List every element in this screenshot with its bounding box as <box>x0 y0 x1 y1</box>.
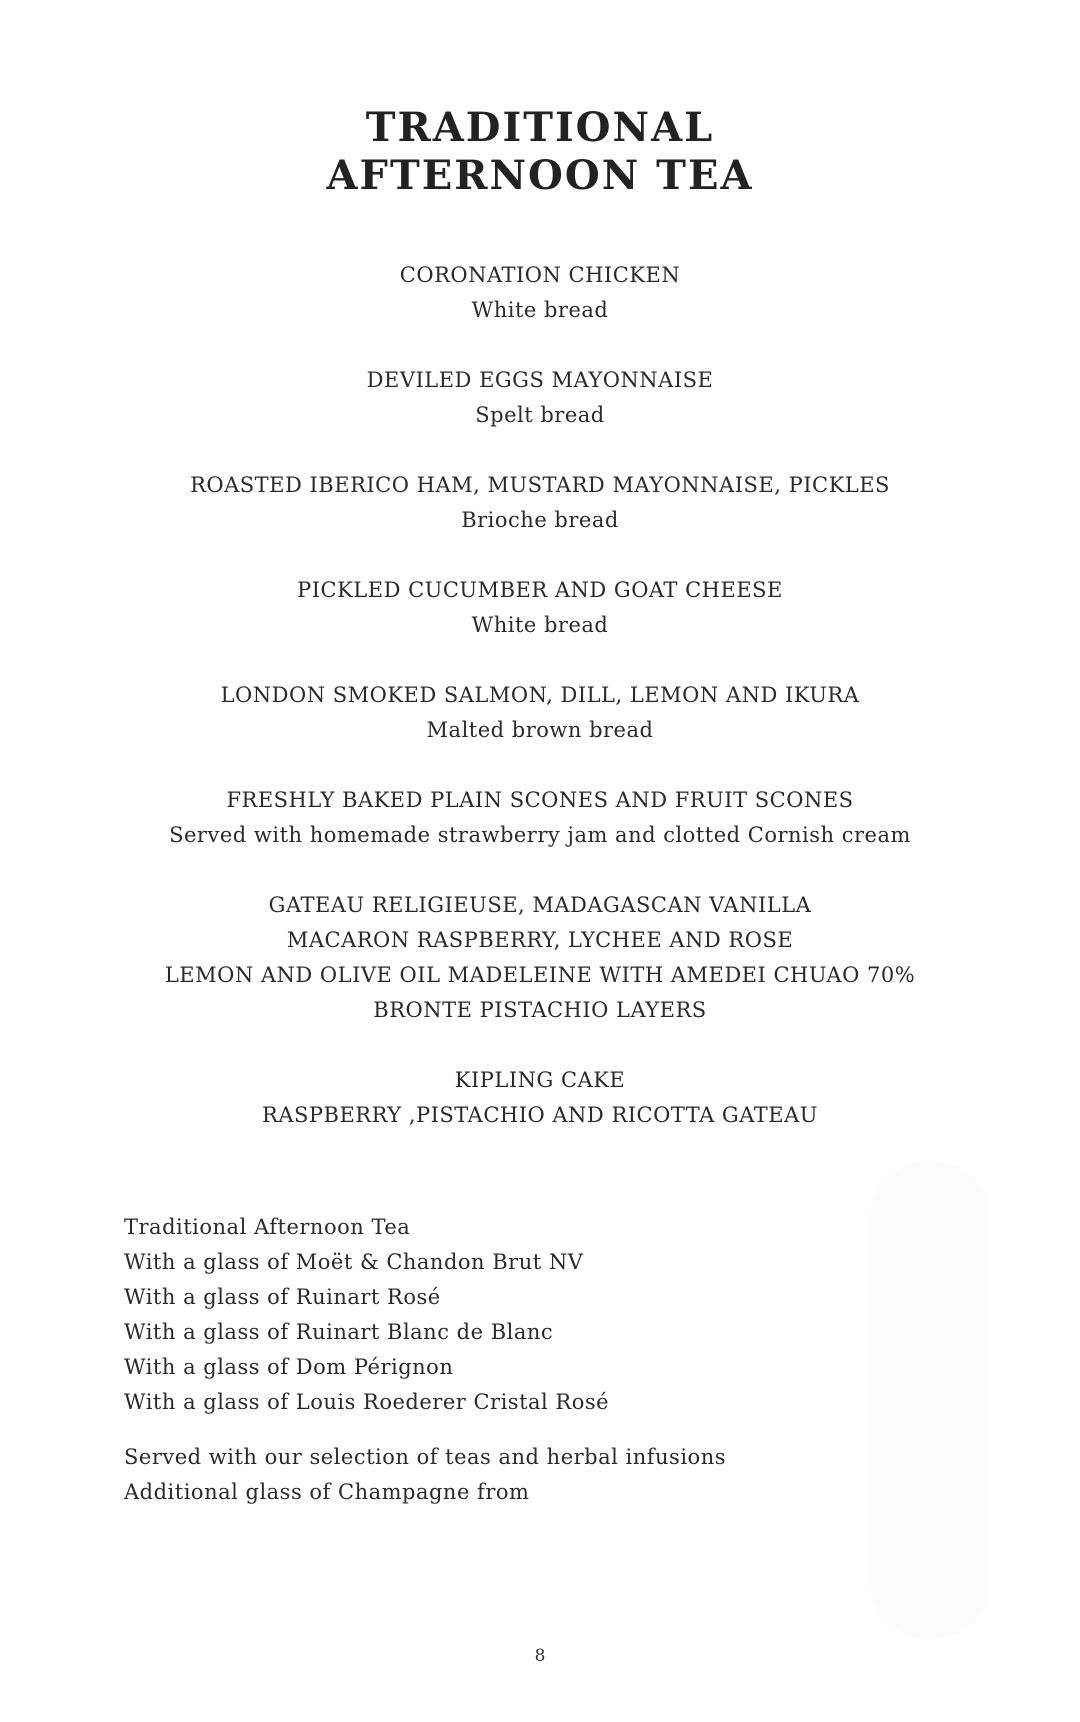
offer-line: With a glass of Ruinart Rosé <box>124 1285 441 1309</box>
title-line-1: TRADITIONAL <box>365 104 715 151</box>
course-deviled-eggs <box>0 363 1080 433</box>
course-item: KIPLING CAKE <box>454 1068 626 1092</box>
course-item: LEMON AND OLIVE OIL MADELEINE WITH AMEDEI CHUAO 70% <box>164 963 916 987</box>
course-pastries <box>0 888 1080 1028</box>
course-iberico-ham <box>0 468 1080 538</box>
course-scones <box>0 783 1080 853</box>
course-item: GATEAU RELIGIEUSE, MADAGASCAN VANILLA <box>268 893 812 917</box>
course-item: CORONATION CHICKEN <box>399 263 681 287</box>
course-bread: Malted brown bread <box>426 718 654 742</box>
service-notes <box>124 1440 924 1510</box>
course-item: FRESHLY BAKED PLAIN SCONES AND FRUIT SCONES <box>226 788 854 812</box>
course-cakes <box>0 1063 1080 1133</box>
course-item: MACARON RASPBERRY, LYCHEE AND ROSE <box>286 928 794 952</box>
course-cucumber-goat-cheese <box>0 573 1080 643</box>
menu-courses <box>0 258 1080 1168</box>
page-title <box>0 104 1080 200</box>
title-line-2: AFTERNOON TEA <box>326 152 754 199</box>
tea-offers-list <box>124 1210 924 1420</box>
page-number: 8 <box>534 1646 546 1666</box>
offer-line: Traditional Afternoon Tea <box>124 1215 411 1239</box>
course-bread: White bread <box>471 298 609 322</box>
offer-line: With a glass of Dom Pérignon <box>124 1355 454 1379</box>
course-coronation-chicken <box>0 258 1080 328</box>
offer-line: With a glass of Louis Roederer Cristal Rosé <box>124 1390 610 1414</box>
course-item: BRONTE PISTACHIO LAYERS <box>373 998 707 1022</box>
course-bread: Brioche bread <box>461 508 619 532</box>
offer-line: With a glass of Ruinart Blanc de Blanc <box>124 1320 554 1344</box>
course-item: RASPBERRY ,PISTACHIO AND RICOTTA GATEAU <box>262 1103 818 1127</box>
note-line: Served with our selection of teas and herbal infusions <box>124 1445 726 1469</box>
note-line: Additional glass of Champagne from <box>124 1480 530 1504</box>
offer-line: With a glass of Moët & Chandon Brut NV <box>124 1250 584 1274</box>
course-item: DEVILED EGGS MAYONNAISE <box>366 368 714 392</box>
course-item: PICKLED CUCUMBER AND GOAT CHEESE <box>297 578 783 602</box>
course-item: ROASTED IBERICO HAM, MUSTARD MAYONNAISE, PICKLES <box>190 473 890 497</box>
course-smoked-salmon <box>0 678 1080 748</box>
course-bread: White bread <box>471 613 609 637</box>
course-description: Served with homemade strawberry jam and clotted Cornish cream <box>169 823 911 847</box>
course-bread: Spelt bread <box>475 403 605 427</box>
course-item: LONDON SMOKED SALMON, DILL, LEMON AND IKURA <box>220 683 860 707</box>
